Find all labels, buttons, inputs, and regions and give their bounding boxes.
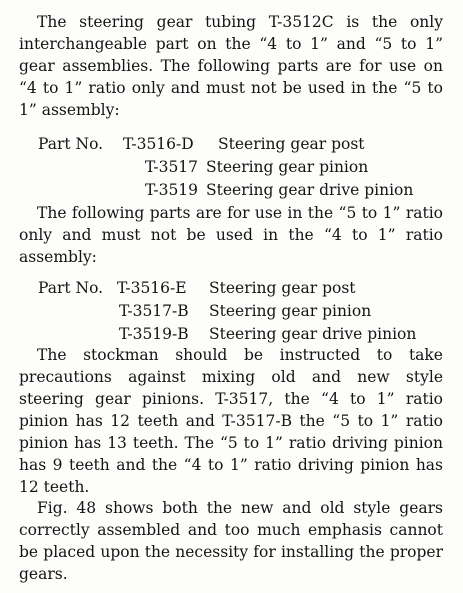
part-description: Steering gear pinion — [209, 302, 372, 320]
part-description: Steering gear drive pinion — [209, 325, 417, 343]
part-row — [0, 277, 463, 300]
part-number: T-3519-B — [119, 325, 189, 343]
part-row — [0, 323, 463, 346]
part-number: T-3516-D — [123, 135, 194, 153]
part-number-lead: Part No. — [38, 279, 104, 297]
paragraph-interchangeable-tubing: The steering gear tubing T-3512C is the only interchangeable part on the “4 to 1” and “5 to 1” gear assemblies. The following parts are for use on “4 to 1” ratio only and must not be used in the “5 to 1” assembly: — [19, 13, 443, 119]
part-number: T-3519 — [145, 181, 199, 199]
part-description: Steering gear pinion — [206, 158, 369, 176]
part-row — [0, 133, 463, 156]
part-number-lead: Part No. — [38, 135, 104, 153]
parts-list-5-to-1 — [0, 277, 463, 346]
part-description: Steering gear drive pinion — [206, 181, 414, 199]
paragraph-5-to-1-parts: The following parts are for use in the “5 to 1” ratio only and must not be used in the “4 to 1” ratio assembly: — [19, 204, 443, 266]
paragraph-stockman-instructions: The stockman should be instructed to take precautions against mixing old and new style steering gear pinions. T-3517, the “4 to 1” ratio pinion has 12 teeth and T-3517-B the “5 to 1” ratio pinion has 13 teeth. The “5 to 1” ratio driving pinion has 9 teeth and the “4 to 1” ratio driving pinion has 12 teeth. — [19, 346, 443, 496]
part-row — [0, 179, 463, 202]
part-description: Steering gear post — [218, 135, 365, 153]
part-number: T-3517-B — [119, 302, 189, 320]
part-number: T-3517 — [145, 158, 199, 176]
part-description: Steering gear post — [209, 279, 356, 297]
part-row — [0, 300, 463, 323]
parts-list-4-to-1 — [0, 133, 463, 202]
part-row — [0, 156, 463, 179]
paragraph-figure-reference: Fig. 48 shows both the new and old style gears correctly assembled and too much emphasis cannot be placed upon the necessity for installing the proper gears. — [19, 499, 443, 583]
part-number: T-3516-E — [117, 279, 187, 297]
